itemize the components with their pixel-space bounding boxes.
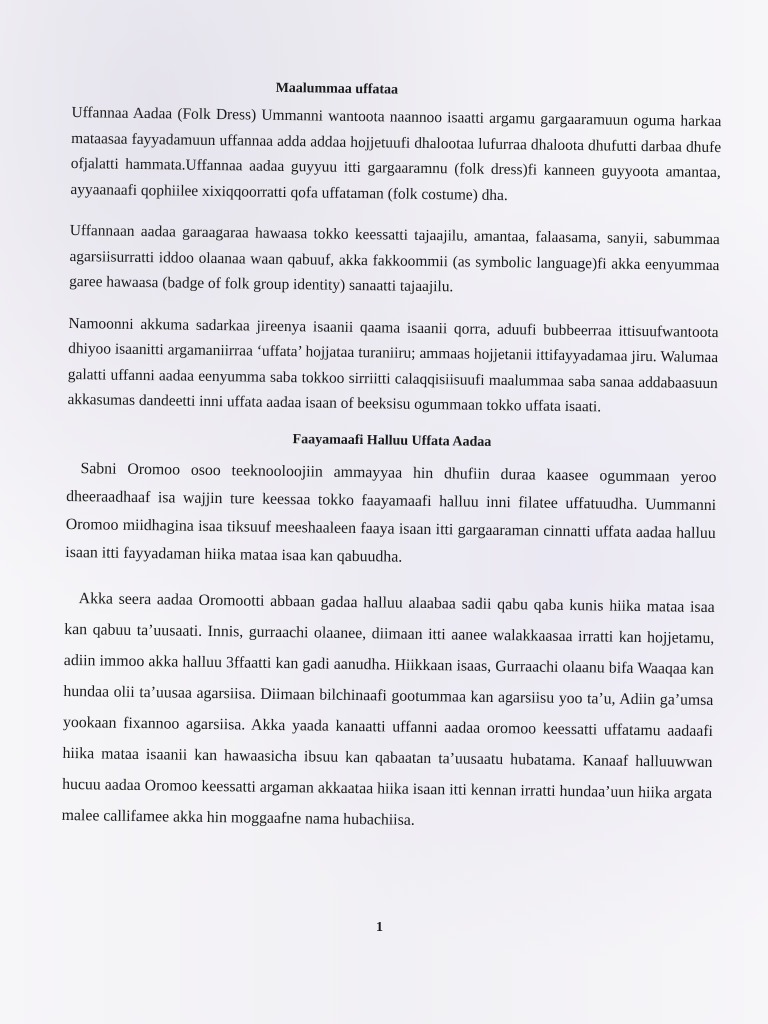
- section-heading: Faayamaafi Halluu Uffata Aadaa: [292, 431, 492, 450]
- paragraph: Akka seera aadaa Oromootti abbaan gadaa halluu alaabaa sadii qabu qaba kunis hiika mataa isaa kan qabuu ta’uusaati. Innis, gurraachi olaanee, diimaan itti aanee walakkaasaa irratti kan hojjetamu, adiin immoo akka halluu 3ffaatti kan gadi aanudha. Hiikkaan isaas, Gurraachi olaanu bifa Waaqaa kan hundaa olii ta’uusaa agarsiisa. Diimaan bilchinaafi gootummaa kan agarsiisu yoo ta’u, Adiin ga’umsa yookaan fixannoo agarsiisa. Akka yaada kanaatti uffanni aadaa oromoo keessatti uffatamu aadaafi hiika mataa isaanii kan hawaasicha ibsuu kan qabaatan ta’uusaatu hubatama. Kanaaf halluuwwan hucuu aadaa Oromoo keessatti argaman akkaataa hiika isaan itti kennan irratti hundaa’uun hiika argata malee callifamee akka hin moggaafne nama hubachiisa.: [61, 589, 715, 829]
- paragraph: Sabni Oromoo osoo teeknooloojiin ammayyaa hin dhufiin duraa kaasee ogummaan yeroo dheeraadhaaf isa wajjin ture keessaa tokko faayamaafi halluu inni filatee uffatuudha. Uummanni Oromoo miidhagina isaa tiksuuf meeshaaleen faaya isaan itti gargaaraman cinnatti uffata aadaa halluu isaan itti fayyadaman hiika mataa isaa kan qabuudha.: [65, 459, 717, 566]
- document-body: [61, 78, 722, 856]
- paragraph: Uffannaa Aadaa (Folk Dress) Ummanni wantoota naannoo isaatti argamu gargaaramuun oguma harkaa mataasaa fayyadamuun uffannaa adda addaa hojjetuufi dhalootaa lufurraa dhaloota dhufutti darbaa dhufe ofjalatti hammata.Uffannaa aadaa guyyuu itti gargaaramnu (folk dress)fi kanneen guyyoota amantaa, ayyaanaafi qophiilee xixiqqoorratti qofa uffataman (folk costume) dha.: [70, 103, 722, 204]
- paragraph: Namoonni akkuma sadarkaa jireenya isaanii qaama isaanii qorra, aduufi bubbeerraa ittisuufwantoota dhiyoo isaanitti argamaniirraa ‘uffata’ hojjataa turaniiru; ammaas hojjetanii ittifayyadamaa jiru. Walumaa galatti uffanni aadaa eenyumma saba tokkoo sirriitti calaqqisiisuufi maalummaa saba sanaa addabaasuun akkasumas dandeetti inni uffata aadaa isaan of beeksisu ogummaan tokko uffata isaati.: [67, 314, 719, 416]
- paragraph: Uffannaan aadaa garaagaraa hawaasa tokko keessatti tajaajilu, amantaa, falaasama, sanyii, sabummaa agarsiisurratti iddoo olaanaa waan qabuuf, akka fakkoommii (as symbolic language)fi akka eenyummaa garee hawaasa (badge of folk group identity) sanaatti tajaajilu.: [69, 221, 720, 296]
- page-number: 1: [376, 920, 383, 935]
- document-title: Maalummaa uffataa: [275, 80, 399, 98]
